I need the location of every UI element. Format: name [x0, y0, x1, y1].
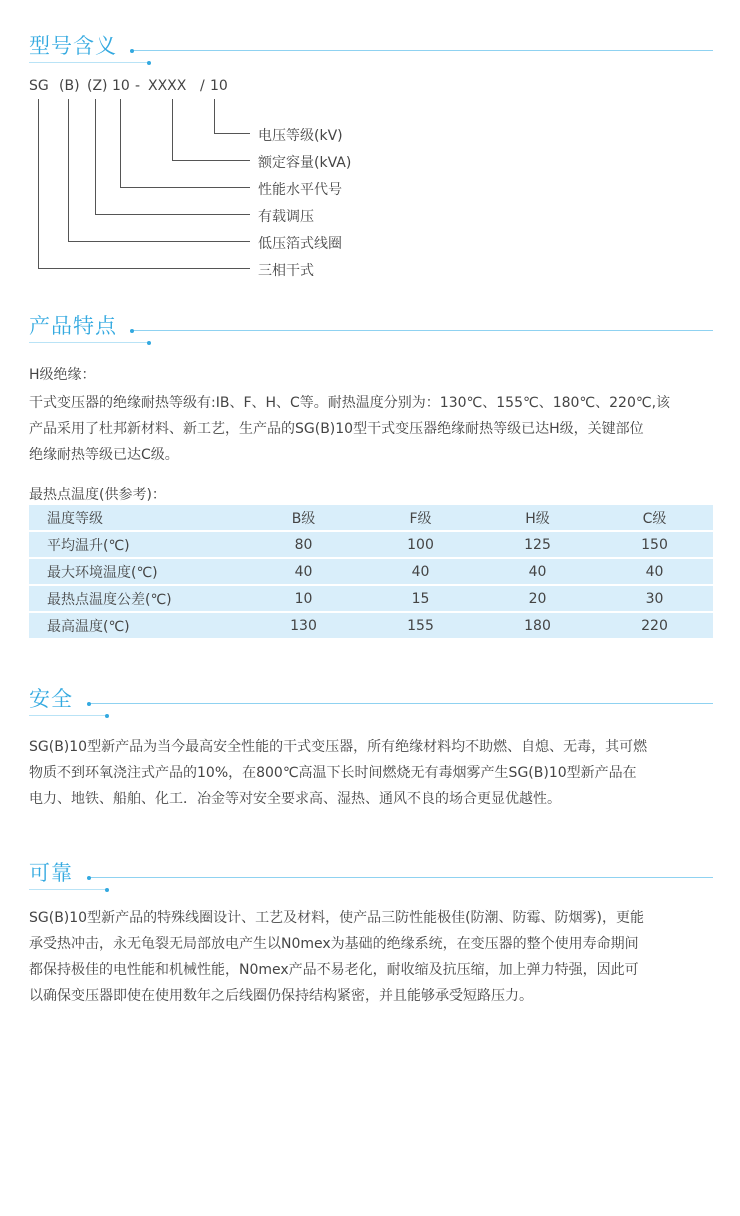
connector-line: [215, 99, 251, 134]
temperature-table: [29, 505, 713, 640]
text-line: SG(B)10型新产品为当今最高安全性能的干式变压器，所有绝缘材料均不助燃、自熄、无毒，其可燃: [29, 739, 648, 755]
text-line: 承受热冲击，永无龟裂无局部放电产生以N0mex为基础的绝缘系统，在变压器的整个使用寿命期间: [29, 936, 639, 952]
text-line: 都保持极佳的电性能和机械性能，N0mex产品不易老化，耐收缩及抗压缩，加上弹力特强，因此可: [29, 962, 639, 978]
text-line: SG(B)10型新产品的特殊线圈设计、工艺及材料，使产品三防性能极佳(防潮、防霉、防烟雾)，更能: [29, 910, 644, 926]
table-cell: 155: [362, 612, 479, 639]
text-line: 以确保变压器即使在使用数年之后线圈仍保持结构紧密，并且能够承受短路压力。: [29, 988, 533, 1004]
code-part: (B): [59, 78, 80, 94]
divider: [29, 889, 107, 890]
section-title-reliable: 可靠: [29, 861, 73, 885]
text-line: 绝缘耐热等级已达C级。: [29, 447, 179, 463]
code-part: 10: [112, 78, 130, 94]
table-cell: 20: [479, 585, 596, 612]
connector-line: [121, 99, 251, 188]
divider: [29, 342, 149, 343]
divider: [29, 715, 107, 716]
text-line: 干式变压器的绝缘耐热等级有:IB、F、H、C等。耐热温度分别为：130℃、155℃、180℃、220℃,该: [29, 395, 671, 411]
table-header-row: [29, 505, 713, 531]
table-cell: 10: [245, 585, 362, 612]
table-cell: 180: [479, 612, 596, 639]
dot-icon: [87, 876, 91, 880]
code-part: XXXX: [148, 78, 187, 94]
section-header-reliable: [29, 857, 713, 897]
section-title-features: 产品特点: [29, 314, 117, 338]
meaning-label: 额定容量(kVA): [258, 155, 352, 171]
table-header-cell: H级: [479, 505, 596, 531]
dot-icon: [105, 714, 109, 718]
table-cell: 最高温度(℃): [29, 612, 245, 639]
insulation-paragraph: [29, 390, 719, 468]
table-cell: 80: [245, 531, 362, 558]
connector-line: [39, 99, 251, 269]
table-cell: 最大环境温度(℃): [29, 558, 245, 585]
meaning-label: 性能水平代号: [258, 182, 342, 198]
section-title-safety: 安全: [29, 687, 73, 711]
model-code-diagram: [0, 0, 740, 300]
table-header-cell: 温度等级: [29, 505, 245, 531]
divider: [132, 330, 713, 331]
table-cell: 125: [479, 531, 596, 558]
table-cell: 220: [596, 612, 713, 639]
table-cell: 40: [596, 558, 713, 585]
table-cell: 40: [245, 558, 362, 585]
meaning-label: 三相干式: [258, 263, 314, 279]
connector-line: [173, 99, 251, 161]
reliable-paragraph: [29, 905, 719, 1009]
dot-icon: [130, 329, 134, 333]
table-cell: 30: [596, 585, 713, 612]
hotspot-label: 最热点温度(供参考)：: [29, 487, 166, 503]
section-title-model: 型号含义: [29, 34, 117, 58]
meaning-label: 有载调压: [258, 209, 314, 225]
divider: [89, 877, 713, 878]
dot-icon: [105, 888, 109, 892]
table-cell: 平均温升(℃): [29, 531, 245, 558]
code-part: -: [135, 78, 141, 94]
table-cell: 15: [362, 585, 479, 612]
code-part: /: [200, 78, 205, 94]
table-header-cell: B级: [245, 505, 362, 531]
meaning-label: 电压等级(kV): [258, 128, 343, 144]
table-row: [29, 558, 713, 585]
text-line: 电力、地铁、船舶、化工．冶金等对安全要求高、湿热、通风不良的场合更显优越性。: [29, 791, 561, 807]
meaning-label: 低压箔式线圈: [258, 236, 342, 252]
code-part: (Z): [87, 78, 108, 94]
dot-icon: [147, 341, 151, 345]
section-header-features: [29, 310, 713, 350]
table-row: [29, 585, 713, 612]
table-cell: 40: [362, 558, 479, 585]
code-part: SG: [29, 78, 49, 94]
dot-icon: [87, 702, 91, 706]
table-header-cell: C级: [596, 505, 713, 531]
table-row: [29, 612, 713, 639]
code-part: 10: [210, 78, 228, 94]
table-cell: 最热点温度公差(℃): [29, 585, 245, 612]
table-cell: 130: [245, 612, 362, 639]
table-cell: 150: [596, 531, 713, 558]
safety-paragraph: [29, 734, 719, 812]
table-cell: 40: [479, 558, 596, 585]
divider: [89, 703, 713, 704]
text-line: 物质不到环氧浇注式产品的10%，在800℃高温下长时间燃烧无有毒烟雾产生SG(B)10型新产品在: [29, 765, 637, 781]
insulation-label: H级绝缘：: [29, 367, 96, 383]
table-header-cell: F级: [362, 505, 479, 531]
table-row: [29, 531, 713, 558]
text-line: 产品采用了杜邦新材料、新工艺，生产品的SG(B)10型干式变压器绝缘耐热等级已达H级，关键部位: [29, 421, 644, 437]
section-header-safety: [29, 683, 713, 723]
table-cell: 100: [362, 531, 479, 558]
